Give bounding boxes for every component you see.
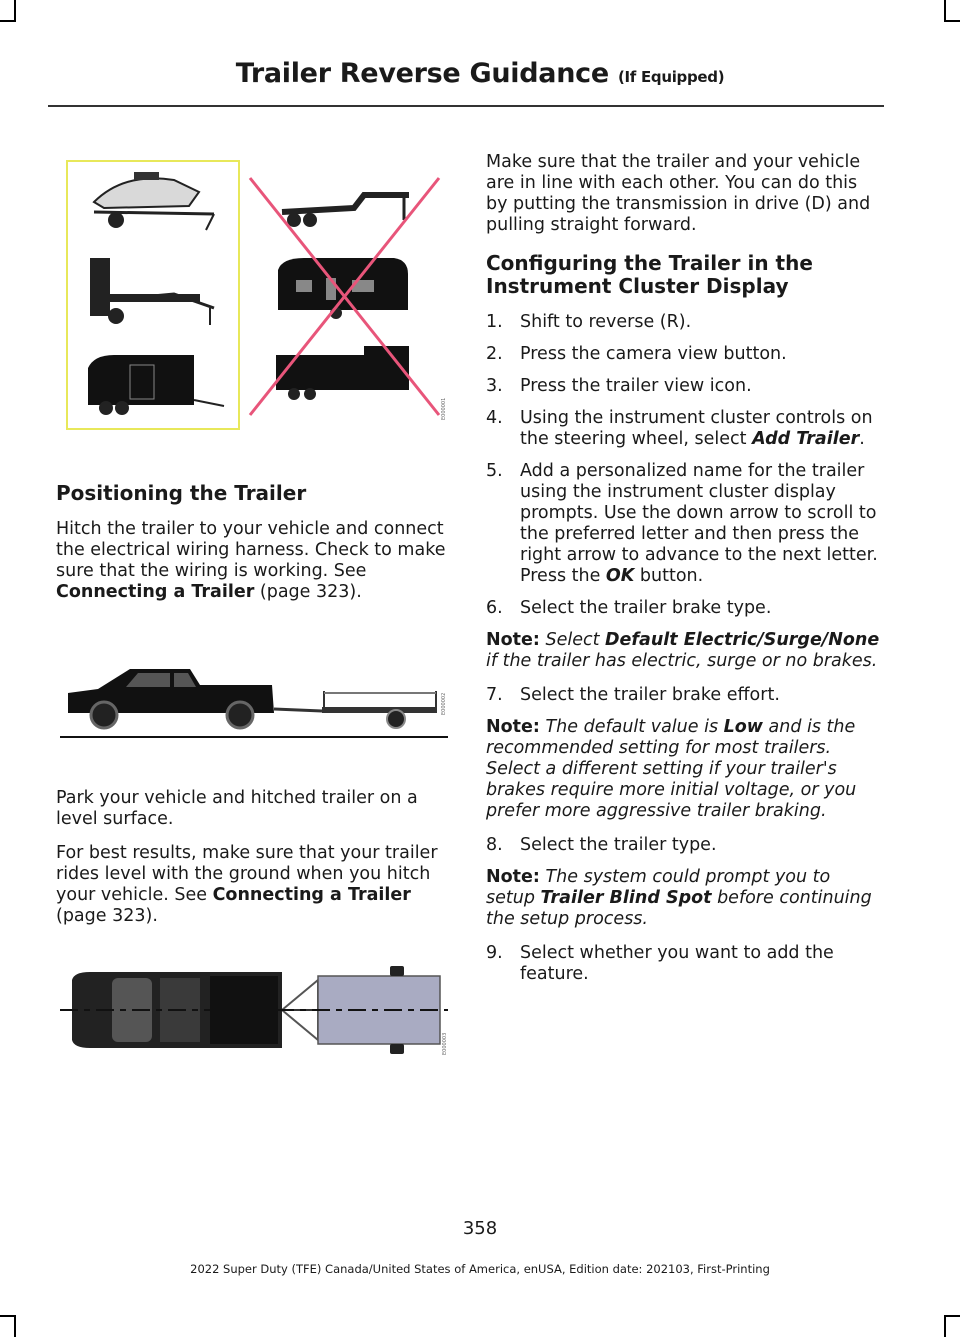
figure-code: E000001 [441, 397, 447, 420]
page-number: 358 [462, 1218, 498, 1239]
crop-mark [14, 0, 16, 22]
left-column [56, 482, 448, 616]
crop-mark [944, 20, 960, 22]
section-title-positioning: Positioning the Trailer [56, 481, 307, 505]
crop-mark [944, 1315, 960, 1317]
crop-mark [0, 20, 16, 22]
cross-reference[interactable]: Connecting a Trailer [56, 582, 255, 602]
flatbed-trailer-icon [322, 691, 437, 728]
header-rule [48, 105, 884, 107]
crop-mark [0, 1315, 16, 1317]
note-brake-effort: Note: The default value is Low and is the recommended setting for most trailers. Select a different setting if your trailer's brakes require more initial voltage, or you prefer more aggressive trailer braking. [486, 717, 857, 821]
note-blind-spot: Note: The system could prompt you to setup Trailer Blind Spot before continuing the setup process. [486, 867, 872, 929]
list-item: 3. Press the trailer view icon. [486, 376, 752, 396]
list-item: 2. Press the camera view button. [486, 344, 787, 364]
list-item: 8. Select the trailer type. [486, 835, 717, 855]
paragraph-level-surface: Park your vehicle and hitched trailer on a level surface. [56, 788, 418, 829]
right-column [486, 152, 882, 996]
crop-mark [944, 1315, 946, 1337]
truck-trailer-side-figure [60, 655, 448, 740]
crop-mark [944, 0, 946, 22]
camper-trailer-icon [278, 258, 408, 319]
left-column-lower [56, 788, 448, 940]
page-title: Trailer Reverse Guidance (If Equipped) [235, 58, 725, 89]
list-item: 1. Shift to reverse (R). [486, 312, 692, 332]
crop-mark [14, 1315, 16, 1337]
figure-code: E000002 [441, 692, 447, 715]
edition-footer: 2022 Super Duty (TFE) Canada/United States of America, enUSA, Edition date: 202103, First-Printing [190, 1262, 770, 1276]
figure-code: E000003 [442, 1032, 448, 1055]
section-title-configuring: Configuring the Trailer in the Instrument Cluster Display [486, 251, 813, 298]
note-brake-type: Note: Select Default Electric/Surge/None if the trailer has electric, surge or no brakes. [486, 630, 880, 671]
list-item: 5. Add a personalized name for the trailer using the instrument cluster display prompts. Use the down arrow to scroll to the preferred letter and then press the right arrow to advance to the next letter. Press the OK button. [486, 461, 878, 586]
paragraph-hitch: Hitch the trailer to your vehicle and connect the electrical wiring harness. Check to make sure that the wiring is working. See Connecting a Trailer (page 323). [56, 519, 446, 602]
list-item: 9. Select whether you want to add the feature. [486, 943, 834, 984]
list-item: 4. Using the instrument cluster controls on the steering wheel, select Add Trailer. [486, 408, 873, 449]
pickup-truck-icon [68, 669, 274, 728]
cross-reference[interactable]: Connecting a Trailer [212, 885, 411, 905]
list-item: 6. Select the trailer brake type. [486, 598, 772, 618]
title-qualifier: (If Equipped) [617, 68, 725, 86]
truck-trailer-top-figure [60, 960, 448, 1060]
trailer-types-figure [64, 150, 448, 435]
list-item: 7. Select the trailer brake effort. [486, 685, 780, 705]
paragraph-alignment: Make sure that the trailer and your vehicle are in line with each other. You can do this by putting the transmission in drive (D) and pulling straight forward. [486, 152, 871, 235]
paragraph-rides-level: For best results, make sure that your trailer rides level with the ground when you hitch your vehicle. See Connecting a Trailer (page 323). [56, 843, 438, 926]
